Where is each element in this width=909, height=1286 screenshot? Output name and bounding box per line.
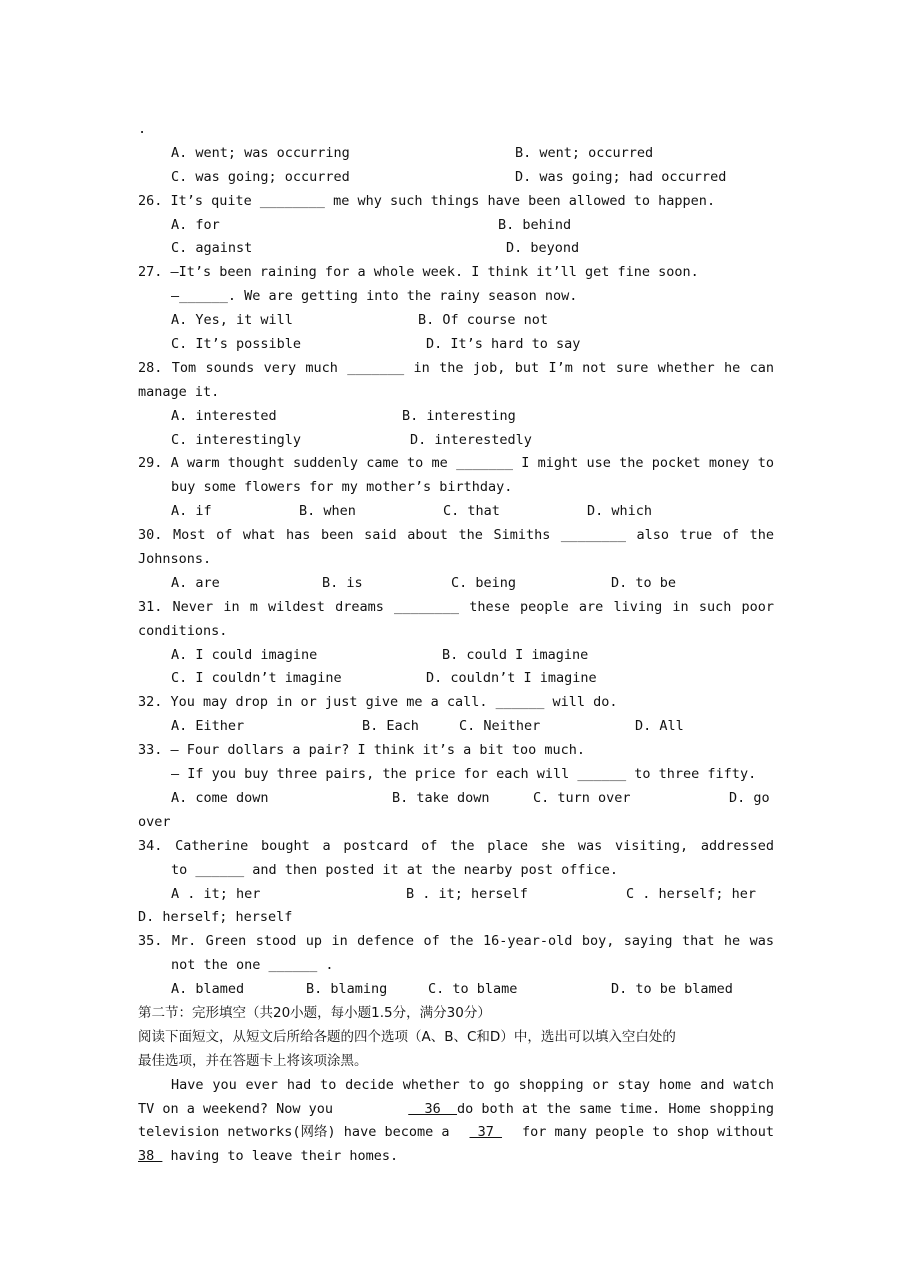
q30-option-b: B. is [322,574,363,591]
q35-option-c: C. to blame [428,981,518,998]
q26-options-ab [138,214,774,238]
q32-option-c: C. Neither [459,718,541,735]
q28-option-c: C. interestingly [171,431,302,448]
q34-stem-line1: 34. Catherine bought a postcard of the place she was visiting, addressed [138,837,774,854]
q34-options-abc [138,883,774,907]
q30-options [138,572,774,596]
q25-option-d: D. was going; had occurred [515,168,727,185]
passage-line3-start: television networks(网络) have become a [138,1124,450,1141]
blank-36: 36 [408,1100,458,1117]
q31-option-c: C. I couldn’t imagine [171,670,342,687]
q33-option-b: B. take down [392,789,490,806]
passage-line4-end: having to leave their homes. [162,1148,399,1165]
section-instructions-line2: 最佳选项，并在答题卡上将该项涂黑。 [138,1052,368,1069]
q35-option-a: A. blamed [171,981,245,998]
q29-option-d: D. which [587,503,653,520]
q32-option-b: B. Each [362,718,419,735]
q33-options [138,787,774,811]
q32-stem: 32. You may drop in or just give me a call. ______ will do. [138,694,618,711]
q30-option-c: C. being [451,574,517,591]
q33-option-a: A. come down [171,789,269,806]
q32-option-d: D. All [635,718,684,735]
q28-stem-line1: 28. Tom sounds very much _______ in the job, but I’m not sure whether he can [138,359,774,376]
q33-stem-line1: 33. — Four dollars a pair? I think it’s a bit too much. [138,742,586,759]
q30-option-a: A. are [171,574,220,591]
q31-stem-line2: conditions. [138,622,228,639]
q35-options [138,978,774,1002]
section-instructions-line1: 阅读下面短文，从短文后所给各题的四个选项（A、B、C和D）中，选出可以填入空白处的 [138,1028,676,1045]
passage-line2 [138,1098,774,1122]
passage-line4 [138,1145,774,1169]
passage-line2-start: TV on a weekend? Now you [138,1100,334,1117]
q31-options-cd [138,667,774,691]
q26-option-c: C. against [171,240,253,257]
q34-option-a: A . it; her [171,885,261,902]
q25-options-ab [138,142,774,166]
exam-page [138,118,774,1169]
q28-option-a: A. interested [171,407,277,424]
q27-options-ab [138,309,774,333]
q35-option-b: B. blaming [306,981,388,998]
passage-line1: Have you ever had to decide whether to go shopping or stay home and watch [171,1076,774,1093]
q27-option-d: D. It’s hard to say [426,336,581,353]
q33-option-d: D. go [729,789,770,806]
q33-option-d-wrap: over [138,813,171,830]
q27-stem-line1: 27. —It’s been raining for a whole week. I think it’ll get fine soon. [138,264,699,281]
q31-option-b: B. could I imagine [442,646,589,663]
q30-stem-line2: Johnsons. [138,551,212,568]
passage-line2-rest [408,1098,774,1122]
q28-options-ab [138,405,774,429]
q33-stem-line2: — If you buy three pairs, the price for each will ______ to three fifty. [171,766,757,783]
q25-option-a: A. went; was occurring [171,144,350,161]
q31-option-a: A. I could imagine [171,646,318,663]
blank-38: 38 [138,1148,163,1165]
q29-option-b: B. when [299,503,356,520]
q31-option-d: D. couldn’t I imagine [426,670,597,687]
passage-line3-end: for many people to shop without [522,1124,774,1141]
q35-stem-line2: not the one ______ . [171,957,334,974]
q31-stem-line1: 31. Never in m wildest dreams ________ these people are living in such poor [138,598,774,615]
q27-option-c: C. It’s possible [171,336,302,353]
q25-option-c: C. was going; occurred [171,168,350,185]
q35-option-d: D. to be blamed [611,981,733,998]
q34-option-c: C . herself; her [626,885,757,902]
q29-stem-line2: buy some flowers for my mother’s birthday. [171,479,513,496]
q29-stem-line1: 29. A warm thought suddenly came to me _______ I might use the pocket money to [138,455,774,472]
q30-stem-line1: 30. Most of what has been said about the Simiths ________ also true of the [138,527,774,544]
passage-line3 [138,1121,774,1145]
q29-options [138,500,774,524]
q27-stem-line2: —______. We are getting into the rainy season now. [171,288,578,305]
q34-stem-line2: to ______ and then posted it at the nearby post office. [171,861,619,878]
q25-options-cd [138,166,774,190]
q26-option-d: D. beyond [506,240,580,257]
passage-line2-end: do both at the same time. Home shopping [457,1100,774,1117]
q26-option-a: A. for [171,216,220,233]
q26-stem: 26. It’s quite ________ me why such things have been allowed to happen. [138,192,716,209]
q27-option-b: B. Of course not [418,312,549,329]
q26-option-b: B. behind [498,216,572,233]
q25-tail: . [138,121,147,137]
q33-option-c: C. turn over [533,789,631,806]
q30-option-d: D. to be [611,574,677,591]
blank-37: 37 [469,1124,503,1141]
q31-options-ab [138,644,774,668]
q34-option-d: D. herself; herself [138,909,293,926]
q28-option-d: D. interestedly [410,431,532,448]
q26-options-cd [138,237,774,261]
q28-options-cd [138,429,774,453]
q27-options-cd [138,333,774,357]
q27-option-a: A. Yes, it will [171,312,293,329]
q29-option-a: A. if [171,503,212,520]
q34-option-b: B . it; herself [406,885,528,902]
q28-stem-line2: manage it. [138,383,220,400]
q32-option-a: A. Either [171,718,245,735]
section-heading: 第二节：完形填空（共20小题，每小题1.5分，满分30分） [138,1004,491,1021]
q35-stem-line1: 35. Mr. Green stood up in defence of the 16-year-old boy, saying that he was [138,933,774,950]
q32-options [138,715,774,739]
q25-option-b: B. went; occurred [515,144,654,161]
q28-option-b: B. interesting [402,407,516,424]
q29-option-c: C. that [443,503,500,520]
